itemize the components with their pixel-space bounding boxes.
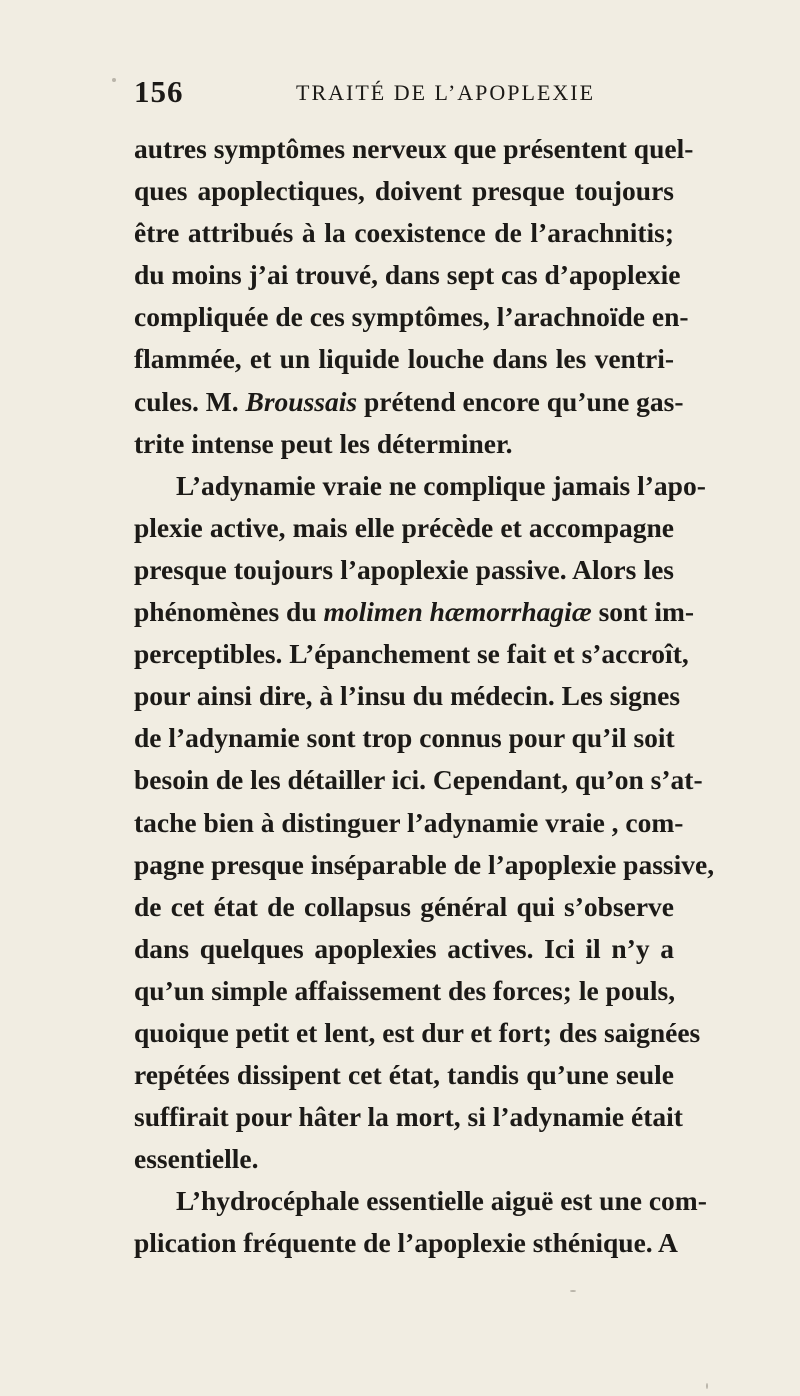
text-segment: besoin de les détailler ici. Cependant, qu’on s’at- — [134, 764, 703, 796]
text-line — [134, 381, 684, 423]
text-line — [134, 886, 674, 928]
text-line — [134, 759, 703, 801]
text-line — [134, 1054, 674, 1096]
paper-speck — [706, 1383, 708, 1389]
text-segment: tache bien à distinguer l’adynamie vraie , com- — [134, 806, 684, 838]
text-segment: L’adynamie vraie ne complique jamais l’apo- — [176, 469, 706, 501]
italic-term: molimen hæmorrhagiæ — [323, 596, 592, 628]
paper-speck — [112, 78, 116, 82]
text-segment: trite intense peut les déterminer. — [134, 427, 513, 459]
paper-speck — [570, 1290, 576, 1292]
text-segment: flammée, et un liquide louche dans les ventri- — [134, 343, 674, 375]
text-segment: repétées dissipent cet état, tandis qu’une seule — [134, 1059, 674, 1091]
text-line — [134, 928, 674, 970]
text-line — [134, 212, 674, 254]
text-line — [134, 1222, 678, 1264]
text-line — [134, 970, 674, 1012]
text-line — [134, 1138, 674, 1180]
text-line — [134, 128, 694, 170]
text-line — [134, 170, 674, 212]
text-segment: autres symptômes nerveux que présentent quel- — [134, 133, 694, 164]
text-line — [134, 633, 689, 675]
text-segment: cules. M. — [134, 385, 246, 417]
text-segment: dans quelques apoplexies actives. Ici il n’y a — [134, 932, 674, 964]
text-segment: de cet état de collapsus général qui s’observe — [134, 890, 674, 922]
page-number: 156 — [134, 74, 184, 109]
text-segment: prétend encore qu’une gas- — [357, 385, 684, 417]
text-line — [134, 507, 674, 549]
text-line — [134, 423, 674, 465]
text-segment: quoique petit et lent, est dur et fort; des saignées — [134, 1016, 701, 1048]
text-segment: être attribués à la coexistence de l’arachnitis; — [134, 217, 674, 249]
text-line — [134, 1096, 683, 1138]
text-segment: perceptibles. L’épanchement se fait et s’accroît, — [134, 638, 689, 670]
text-segment: ques apoplectiques, doivent presque toujours — [134, 175, 674, 207]
text-segment: plexie active, mais elle précède et accompagne — [134, 511, 674, 543]
text-segment: essentielle. — [134, 1143, 259, 1175]
text-line — [134, 675, 681, 717]
italic-term: Broussais — [245, 385, 358, 417]
text-segment: presque toujours l’apoplexie passive. Alors les — [134, 553, 674, 585]
text-segment: sont im- — [591, 596, 695, 628]
running-title: TRAITÉ DE L’APOPLEXIE — [296, 80, 596, 105]
text-line — [134, 549, 674, 591]
text-line — [134, 254, 681, 296]
text-segment: phénomènes du — [134, 596, 324, 628]
text-line — [134, 1012, 701, 1054]
text-segment: qu’un simple affaissement des forces; le pouls, — [134, 974, 676, 1006]
text-segment: du moins j’ai trouvé, dans sept cas d’apoplexie — [134, 259, 681, 291]
text-line — [134, 802, 684, 844]
running-head — [134, 74, 664, 114]
text-line — [134, 465, 706, 507]
body-text — [134, 128, 715, 1265]
text-segment: L’hydrocéphale essentielle aiguë est une com- — [176, 1185, 707, 1217]
text-line — [134, 591, 695, 633]
text-segment: pagne presque inséparable de l’apoplexie passive, — [134, 848, 715, 880]
text-line — [134, 717, 674, 759]
text-line — [134, 338, 674, 380]
text-line — [134, 296, 689, 338]
text-segment: plication fréquente de l’apoplexie sthénique. A — [134, 1227, 678, 1259]
text-segment: suffirait pour hâter la mort, si l’adynamie était — [134, 1101, 683, 1133]
text-segment: compliquée de ces symptômes, l’arachnoïde en- — [134, 301, 689, 333]
text-segment: pour ainsi dire, à l’insu du médecin. Les signes — [134, 680, 681, 712]
text-line — [134, 844, 715, 886]
text-segment: de l’adynamie sont trop connus pour qu’il soit — [134, 722, 675, 754]
text-line — [134, 1180, 707, 1222]
